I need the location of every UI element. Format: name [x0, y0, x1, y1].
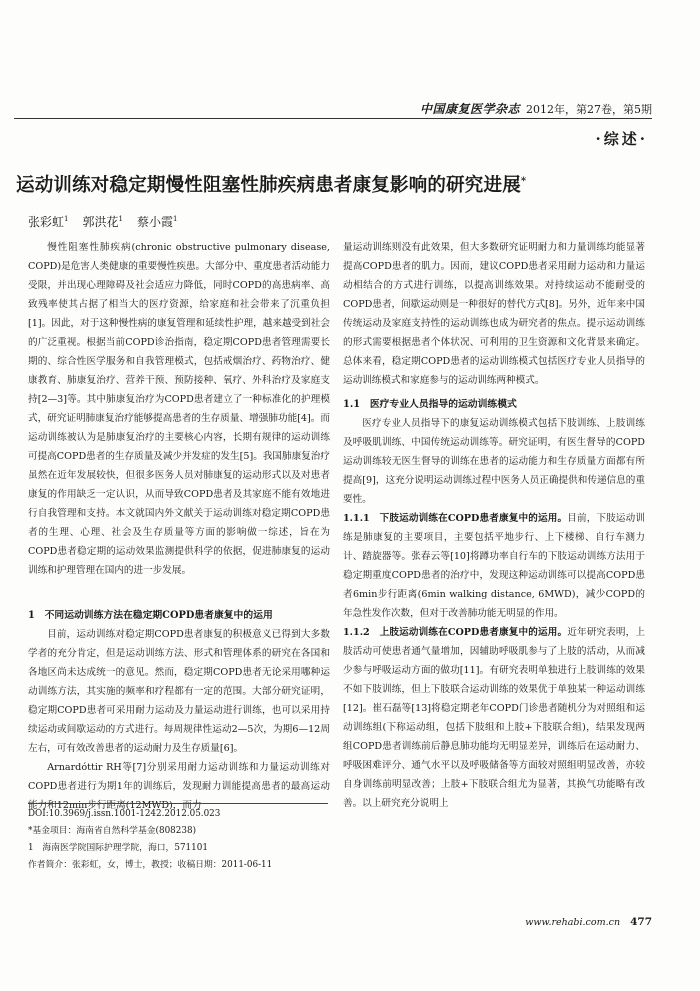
section-1-paragraph-1: 目前，运动训练对稳定期COPD患者康复的积极意义已得到大多数学者的充分肯定，但是运动训练方法、形式和管理体系的研究在各国和各地区尚未达成统一的意见。然而，稳定期COPD患者无论采用哪种运动训练方法，其实施的频率和疗程都有一定的范围。大部分研究证明，稳定期COPD患者可采用耐力运动及力量运动进行训练，也可以采用持续运动或间歇运动的方式进行。每周规律性运动2—5次，为期6—12周左右，可有效改善患者的运动耐力及生存质量[6]。 — [28, 629, 330, 754]
running-header — [420, 100, 652, 117]
website-url: www.rehabi.com.cn — [525, 917, 621, 928]
author-name: 张彩虹 — [28, 215, 65, 229]
author-list — [28, 213, 177, 230]
subsection-heading-1-1: 1.1 医疗专业人员指导的运动训练模式 — [343, 399, 517, 410]
footnotes — [28, 806, 338, 874]
issue-info: 2012年，第27卷，第5期 — [526, 103, 652, 116]
journal-name: 中国康复医学杂志 — [419, 102, 520, 116]
page-number: 477 — [630, 916, 652, 928]
author-affiliation-mark: 1 — [64, 215, 69, 223]
title-text: 运动训练对稳定期慢性阻塞性肺疾病患者康复影响的研究进展 — [16, 175, 521, 196]
author-affiliation-mark: 1 — [118, 215, 123, 223]
doi-line: DOI:10.3969/j.issn.1001-1242.2012.05.023 — [28, 809, 221, 819]
footnote-rule — [28, 803, 328, 804]
author-name: 郭洪花 — [82, 215, 119, 229]
subsection-1-1-paragraph: 医疗专业人员指导下的康复运动训练模式包括下肢训练、上肢训练及呼吸肌训练、中国传统运动训练等。研究证明，有医生督导的COPD运动训练较无医生督导的训练在患者的运动能力和生存质量方面都有所提高[9]，这充分说明运动训练过程中医务人员正确提供和传递信息的重要性。 — [343, 418, 645, 505]
subsection-heading-1-1-1: 1.1.1 下肢运动训练在COPD患者康复中的运用。 — [343, 513, 568, 524]
page-footer — [525, 916, 652, 928]
header-rule — [14, 118, 652, 119]
subsection-1-1-1-text: 目前，下肢运动训练是肺康复的主要项目，主要包括平地步行、上下楼梯、自行车测力计、踏旋器等。张春云等[10]将蹲功率自行车的下肢运动训练方法用于稳定期重度COPD患者的治疗中，发现这种运动训练可以提高COPD患者6min步行距离(6min walking distance, 6MWD)，减少COPD的年急性发作次数，但对于改善肺功能无明显的作用。 — [343, 513, 646, 619]
article-title — [16, 171, 526, 197]
author — [82, 213, 122, 230]
intro-paragraph: 慢性阻塞性肺疾病(chronic obstructive pulmonary disease, COPD)是危害人类健康的重要慢性疾患。大部分中、重度患者活动能力受限，并出现心理障碍及社会适应力降低，同时COPD的高患病率、高致残率使其占据了相当大的医疗资源，给家庭和社会带来了沉重负担[1]。因此，对于这种慢性病的康复管理和延续性护理，越来越受到社会的广泛重视。根据当前COPD诊治指南，稳定期COPD患者管理需要长期的、综合性医学服务和自我管理模式，包括戒烟治疗、药物治疗、健康教育、肺康复治疗、营养干预、预防接种、氧疗、外科治疗及家庭支持[2—3]等。其中肺康复治疗为COPD患者建立了一种标准化的护理模式，研究证明肺康复治疗能够提高患者的生存质量、增强肺功能[4]。而运动训练被认为是肺康复治疗的主要核心内容，长期有规律的运动训练可提高COPD患者的生存质量及减少并发症的发生[5]。我国肺康复治疗虽然在近年发展较快，但很多医务人员对肺康复的运动形式以及对患者康复的作用缺乏一定认识，从而导致COPD患者及其家庭不能有效地进行自我管理和支持。本文就国内外文献关于运动训练对稳定期COPD患者的生理、心理、社会及生存质量等方面的影响做一综述，旨在为COPD患者稳定期的运动效果监测提供科学的依据，促进肺康复的运动训练和护理管理在国内的进一步发展。 — [28, 242, 330, 576]
fund-line: *基金项目：海南省自然科学基金(808238) — [28, 826, 197, 836]
title-mark: * — [520, 175, 527, 187]
affiliation-line: 1 海南医学院国际护理学院，海口，571101 — [28, 843, 208, 853]
left-column — [28, 238, 330, 811]
section-heading-1: 1 不同运动训练方法在稳定期COPD患者康复中的运用 — [28, 610, 273, 621]
author-bio-line: 作者简介：张彩虹，女，博士，教授；收稿日期：2011-06-11 — [28, 860, 273, 870]
author-affiliation-mark: 1 — [172, 215, 178, 223]
author — [137, 213, 177, 230]
subsection-heading-1-1-2: 1.1.2 上肢运动训练在COPD患者康复中的运用。 — [343, 627, 568, 638]
author-name: 蔡小霞 — [136, 215, 173, 229]
section-tag: ·综述· — [595, 130, 648, 148]
author — [28, 213, 68, 230]
section-1-paragraph-2: Arnardóttir RH等[7]分别采用耐力运动训练和力量运动训练对COPD患者进行为期1年的训练后，发现耐力训能提高患者的最高运动能力和12min步行距离(12MWD)，而力 — [28, 762, 330, 811]
subsection-1-1-2-text: 近年研究表明，上肢活动可使患者通气量增加，因辅助呼吸肌参与了上肢的活动，从而减少参与呼吸运动方面的做功[11]。有研究表明单独进行上肢训练的效果不如下肢训练，但上下肢联合运动训练的效果优于单独某一种运动训练[12]。崔石磊等[13]将稳定期老年COPD门诊患者随机分为对照组和运动训练组(下称运动组，包括下肢组和上肢+下肢联合组)，结果发现两组COPD患者训练前后静息肺功能均无明显差异，训练后在运动耐力、呼吸困难评分、通气水平以及呼吸储备等方面较对照组明显改善，亦较自身训练前明显改善；上肢+下肢联合组尤为显著，其换气功能略有改善。以上研究充分说明上 — [343, 627, 646, 809]
section-1-paragraph-continued: 量运动训练则没有此效果，但大多数研究证明耐力和力量训练均能显著提高COPD患者的肌力。因而，建议COPD患者采用耐力运动和力量运动相结合的方式进行训练，以提高训练效果。对持续运动不能耐受的COPD患者，间歇运动则是一种很好的替代方式[8]。另外，近年来中国传统运动及家庭支持性的运动训练也成为研究者的焦点。提示运动训练的形式需要根据患者个体状况、可利用的卫生资源和文化背景来确定。总体来看，稳定期COPD患者的运动训练模式包括医疗专业人员指导的运动训练模式和家庭参与的运动训练两种模式。 — [343, 242, 645, 386]
right-column — [343, 238, 645, 863]
